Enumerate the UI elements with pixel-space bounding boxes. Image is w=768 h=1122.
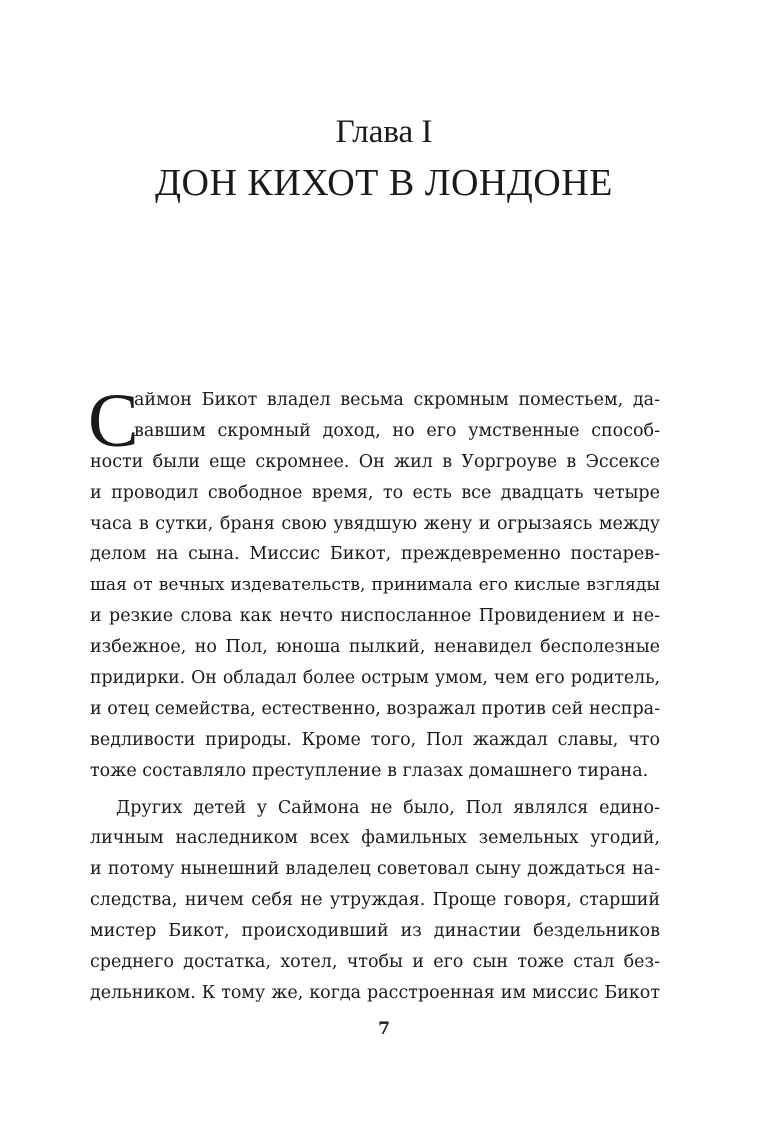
text-line: избежное, но Пол, юноша пылкий, ненавидел бесполезные <box>90 637 660 658</box>
page-number: 7 <box>378 1019 390 1039</box>
text-line: мистер Бикот, происходивший из династии бездельников <box>90 921 660 942</box>
text-line: ности были еще скромнее. Он жил в Уоргроуве в Эссексе <box>90 451 660 472</box>
text-line: делом на сына. Миссис Бикот, преждевременно постарев- <box>90 544 660 565</box>
text-line: часа в сутки, браня свою увядшую жену и огрызаясь между <box>90 513 660 534</box>
text-line: следства, ничем себя не утруждая. Проще говоря, старший <box>90 890 660 911</box>
text-line: среднего достатка, хотел, чтобы и его сын тоже стал без- <box>90 952 660 973</box>
text-line: придирки. Он обладал более острым умом, чем его родитель, <box>90 668 660 689</box>
text-line: вавшим скромный доход, но его умственные способ- <box>134 420 660 441</box>
text-line: тоже составляло преступление в глазах домашнего тирана. <box>90 760 649 781</box>
text-line: шая от вечных издевательств, принимала его кислые взгляды <box>90 575 660 596</box>
chapter-title: ДОН КИХОТ В ЛОНДОНЕ <box>155 162 613 204</box>
chapter-number: Глава I <box>335 114 433 150</box>
text-line: аймон Бикот владел весьма скромным поместьем, да- <box>134 390 660 410</box>
text-line: ведливости природы. Кроме того, Пол жаждал славы, что <box>90 729 660 750</box>
text-line: и проводил свободное время, то есть все двадцать четыре <box>90 482 660 503</box>
text-line: дельником. К тому же, когда расстроенная им миссис Бикот <box>90 982 660 1003</box>
body-text <box>88 379 660 1009</box>
text-line: и резкие слова как нечто ниспосланное Провидением и не- <box>90 606 660 627</box>
paragraph-2 <box>90 793 660 1009</box>
text-line: и потому нынешний владелец советовал сыну дождаться на- <box>90 859 660 880</box>
text-line: личным наследником всех фамильных земельных угодий, <box>90 828 660 849</box>
drop-cap: С <box>88 379 139 463</box>
text-line: Других детей у Саймона не было, Пол являлся едино- <box>116 797 660 818</box>
text-line: и отец семейства, естественно, возражал против сей неспра- <box>90 698 660 719</box>
paragraph-1 <box>88 379 660 787</box>
